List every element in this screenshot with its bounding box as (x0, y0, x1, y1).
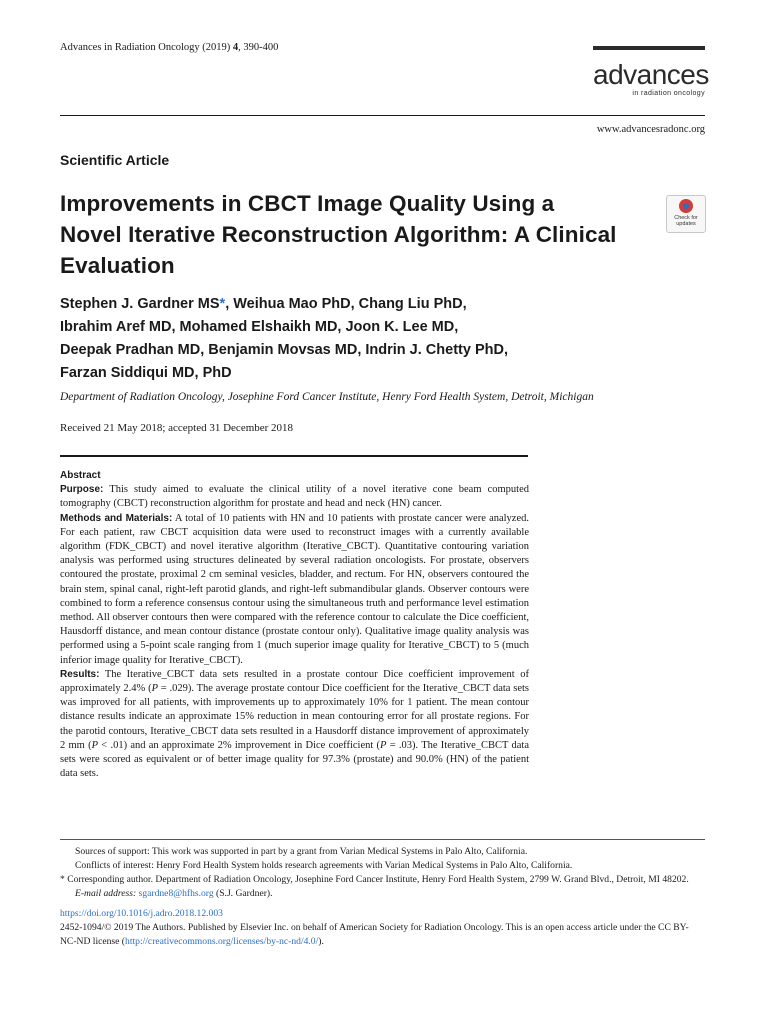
p-value-symbol: P (151, 683, 159, 695)
abstract-purpose (60, 483, 529, 511)
email-suffix: (S.J. Gardner). (213, 888, 273, 899)
journal-pages: , 390-400 (238, 42, 279, 53)
author-line: Deepak Pradhan MD, Benjamin Movsas MD, Indrin J. Chetty PhD, (60, 342, 508, 358)
methods-text: A total of 10 patients with HN and 10 patients with prostate cancer were analyzed. For each patient, raw CBCT acquisition data were used to reconstruct images with a currently available algorithm (FDK_CBCT) and novel iterative algorithm (Iterative_CBCT). Quantitative contouring variation analysis was performed using structures delineated by several radiation oncologists. For prostate, observers contoured the prostate, proximal 2 cm seminal vesicles, bladder, and rectum. For HN, observers contoured the brain stem, spinal canal, right-left parotid glands, and right-left submandibular glands. Observer contours were combined to form a reference consensus contour using the simultaneous truth and performance level estimation method. All observer contours then were compared with the reference contour to calculate the Dice coefficient, Hausdorff distance, and mean contour distance (prostate contour only). Qualitative image quality analysis was performed using a 5-point scale ranging from 1 (much superior image quality for Iterative_CBCT) to 5 (much inferior image quality for Iterative_CBCT). (60, 512, 529, 666)
journal-logo-subtitle: in radiation oncology (632, 90, 705, 97)
footnotes (60, 845, 705, 949)
abstract-divider (60, 455, 528, 457)
corresponding-author-note: * Corresponding author. Department of Radiation Oncology, Josephine Ford Cancer Institute, Henry Ford Health System, 2799 W. Grand Blvd., Detroit, MI 48202. (60, 874, 689, 885)
author-line: Farzan Siddiqui MD, PhD (60, 365, 232, 381)
author-name: Stephen J. Gardner MS (60, 296, 220, 312)
abstract-heading: Abstract (60, 470, 101, 481)
license-end: ). (318, 936, 324, 947)
crossmark-icon (679, 199, 693, 213)
journal-reference (60, 42, 278, 53)
p-value-symbol: P (91, 739, 99, 751)
conflicts-note: Conflicts of interest: Henry Ford Health System holds research agreements with Varian Medical Systems in Palo Alto, California. (75, 860, 573, 871)
abstract-methods (60, 512, 529, 668)
license-link[interactable]: http://creativecommons.org/licenses/by-nc-nd/4.0/ (125, 936, 319, 947)
abstract-results (60, 668, 529, 782)
article-title: Improvements in CBCT Image Quality Using a Novel Iterative Reconstruction Algorithm: A Clinical Evaluation (60, 191, 617, 278)
journal-logo: advances (593, 59, 709, 90)
journal-website-link[interactable]: www.advancesradonc.org (596, 124, 705, 135)
results-text: < .01) and an approximate 2% improvement in Dice coefficient ( (98, 739, 381, 751)
header-divider (60, 115, 705, 116)
purpose-text: This study aimed to evaluate the clinical utility of a novel iterative cone beam computed tomography (CBCT) reconstruction algorithm for prostate and head and neck (HN) cancer. (60, 484, 529, 510)
email-note (60, 887, 705, 901)
author-names: , Weihua Mao PhD, Chang Liu PhD, (225, 296, 467, 312)
corresponding-author-link[interactable]: * (219, 296, 226, 312)
email-link[interactable]: sgardne8@hfhs.org (138, 888, 214, 899)
article-type: Scientific Article (60, 152, 170, 168)
doi-link[interactable]: https://doi.org/10.1016/j.adro.2018.12.003 (60, 908, 223, 919)
purpose-label: Purpose: (60, 484, 104, 496)
author-line: Ibrahim Aref MD, Mohamed Elshaikh MD, Joon K. Lee MD, (60, 319, 459, 335)
footnote-divider (60, 839, 705, 840)
article-dates: Received 21 May 2018; accepted 31 December 2018 (60, 422, 294, 434)
results-text: = .029). The average prostate contour Dice coefficient for the Iterative_CBCT data sets was improved for all patients, with improvements up to approximately 10% for 1 patient. The mean contour distance results indicate an approximate 15% reduction in mean contouring error for all prostate regions. For the parotid contours, Iterative_CBCT data sets resulted in a Hausdorff distance improvement of approximately 2 mm ( (60, 683, 530, 751)
results-label: Results: (60, 668, 100, 680)
license-text: 2452-1094/© 2019 The Authors. Published by Elsevier Inc. on behalf of American Society for Radiation Oncology. This is an open access article under the CC BY-NC-ND license ( (60, 922, 689, 947)
email-label: E-mail address: (75, 888, 137, 899)
author-list (60, 293, 660, 385)
logo-bar (593, 46, 705, 50)
p-value-symbol: P (380, 739, 387, 751)
abstract (60, 469, 529, 781)
journal-name-year: Advances in Radiation Oncology (2019) (60, 42, 231, 53)
license-note (60, 921, 705, 949)
journal-volume: 4 (232, 42, 239, 53)
author-affiliation: Department of Radiation Oncology, Josephine Ford Cancer Institute, Henry Ford Health System, Detroit, Michigan (60, 391, 594, 403)
results-text: The Iterative_CBCT data sets resulted in a prostate contour Dice coefficient improvement of approximately 2.4% ( (60, 668, 529, 695)
check-for-updates-label: Check for updates (674, 215, 698, 227)
results-text: = .03). The Iterative_CBCT data sets were scored as equivalent or of better image quality for 97.3% (prostate) and 90.0% (HN) of the patient data sets. (60, 739, 529, 780)
author-line (60, 293, 660, 316)
check-for-updates-badge[interactable] (666, 195, 706, 233)
methods-label: Methods and Materials: (60, 512, 173, 524)
support-note: Sources of support: This work was supported in part by a grant from Varian Medical Systems in Palo Alto, California. (75, 846, 528, 857)
